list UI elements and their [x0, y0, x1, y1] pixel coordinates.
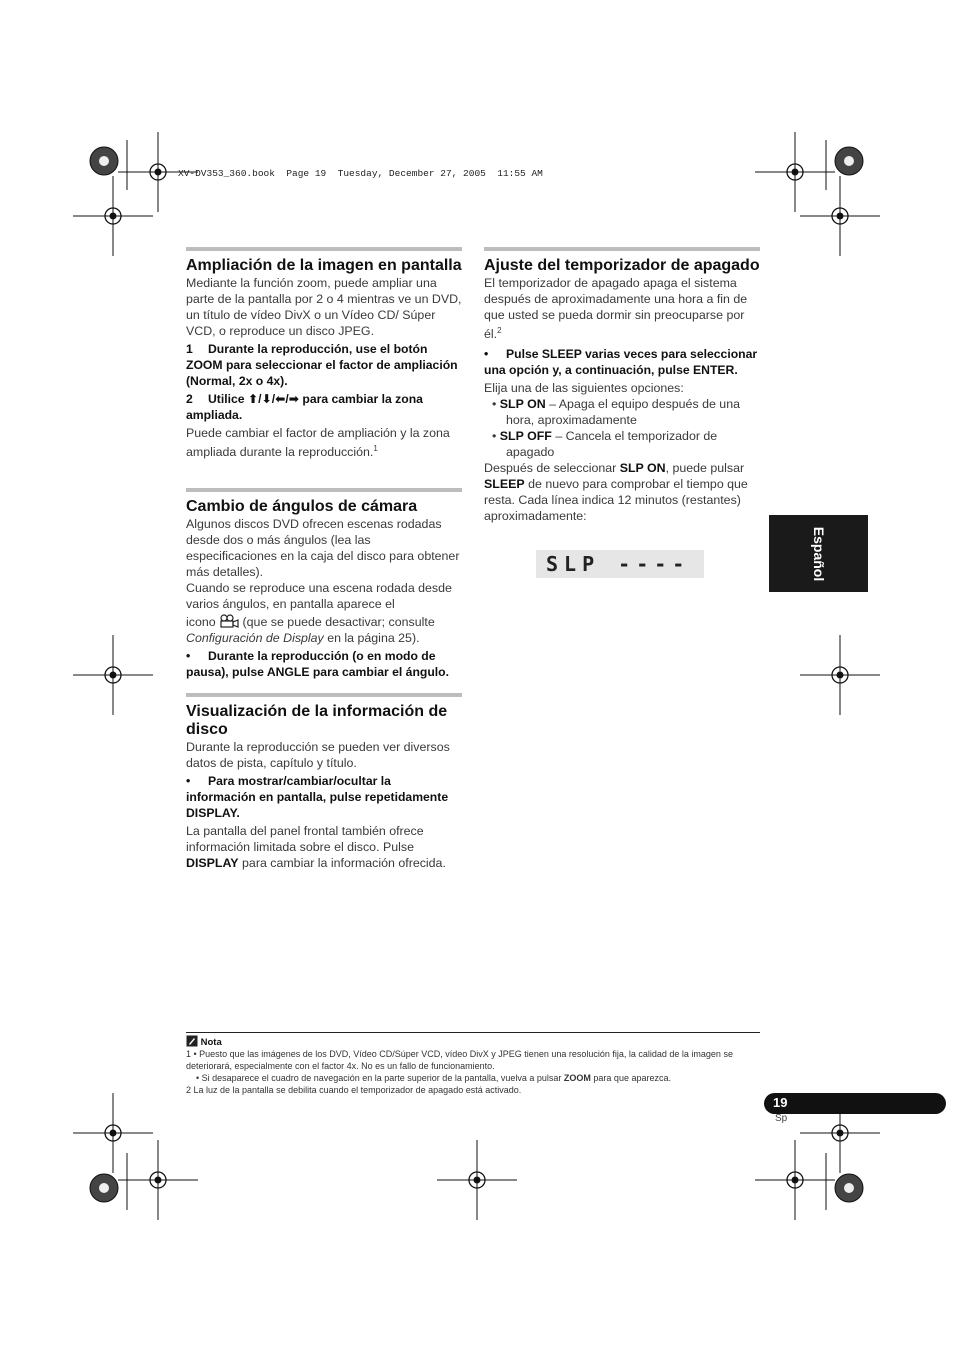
- sleep-p3: Después de seleccionar SLP ON, puede pulsar SLEEP de nuevo para comprobar el tiempo que resta. Cada línea indica 12 minutos (restantes) aproximadamente:: [484, 461, 748, 524]
- step-1: 1 Durante la reproducción, use el botón ZOOM para seleccionar el factor de ampliación (Normal, 2x o 4x).: [186, 342, 458, 388]
- info-bullet: • Para mostrar/cambiar/ocultar la información en pantalla, pulse repetidamente DISPLAY.: [186, 774, 449, 820]
- angle-p2: Cuando se reproduce una escena rodada desde varios ángulos, en pantalla aparece el: [186, 581, 452, 611]
- angle-p3: icono (que se puede desactivar; consulte Configuración de Display en la página 25).: [186, 615, 435, 645]
- note-1: 1 • Puesto que las imágenes de los DVD, Vídeo CD/Súper VCD, vídeo DivX y JPEG tienen una resolución fija, la calidad de la imagen se deteriorará, especialmente con el factor 4x. No es un fallo de funcionamiento.: [186, 1049, 733, 1071]
- section-title: Ajuste del temporizador de apagado: [484, 257, 760, 274]
- print-header: XV-DV353_360.book Page 19 Tuesday, December 27, 2005 11:55 AM: [178, 168, 543, 179]
- sleep-display: SLP ----: [536, 550, 704, 578]
- section-intro: Mediante la función zoom, puede ampliar una parte de la pantalla por 2 o 4 mientras ve un DVD, un título de vídeo DivX o un Vídeo CD/ Súper VCD, o reproduce un disco JPEG.: [186, 276, 462, 338]
- page-lang-code: Sp: [775, 1113, 788, 1124]
- section-info: [186, 693, 462, 871]
- option-slp-on: • SLP ON – Apaga el equipo después de una hora, aproximadamente: [492, 397, 740, 428]
- section-title: Ampliación de la imagen en pantalla: [186, 257, 462, 274]
- section-sleep: [484, 247, 760, 524]
- sleep-p2: Elija una de las siguientes opciones:: [484, 381, 684, 396]
- step-2: 2 Utilice ⬆/⬇/⬅/➡ para cambiar la zona ampliada.: [186, 392, 423, 422]
- footnotes: [186, 1032, 760, 1096]
- section-rule: [186, 247, 462, 251]
- note-2: 2 La luz de la pantalla se debilita cuando el temporizador de apagado está activado.: [186, 1085, 522, 1095]
- arrow-keys-icon: ⬆/⬇/⬅/➡: [247, 392, 299, 406]
- sleep-p1: El temporizador de apagado apaga el sistema después de aproximadamente una hora a fin de que usted se pueda dormir sin preocuparse por él.$^2$: [484, 276, 748, 342]
- info-p1: Durante la reproducción se pueden ver diversos datos de pista, capítulo y título.: [186, 740, 450, 770]
- page-number-badge: 19: [764, 1093, 946, 1114]
- zoom-note: Puede cambiar el factor de ampliación y la zona ampliada durante la reproducción.$^1$: [186, 426, 450, 460]
- note-icon: [186, 1035, 198, 1047]
- option-slp-off: • SLP OFF – Cancela el temporizador de apagado: [492, 429, 718, 460]
- note-title: Nota: [186, 1035, 760, 1048]
- section-rule: [186, 693, 462, 697]
- note-1b: • Si desaparece el cuadro de navegación en la parte superior de la pantalla, vuelva a pulsar ZOOM para que aparezca.: [196, 1073, 671, 1083]
- sleep-bullet: • Pulse SLEEP varias veces para seleccionar una opción y, a continuación, pulse ENTER.: [484, 347, 758, 378]
- info-p2: La pantalla del panel frontal también ofrece información limitada sobre el disco. Pulse DISPLAY para cambiar la información ofrecida.: [186, 824, 446, 870]
- section-zoom: [186, 247, 462, 460]
- angle-bullet: • Durante la reproducción (o en modo de pausa), pulse ANGLE para cambiar el ángulo.: [186, 649, 450, 679]
- section-title: Visualización de la información de disco: [186, 703, 448, 738]
- section-rule: [484, 247, 760, 251]
- camera-angle-icon: [219, 614, 239, 628]
- angle-p1: Algunos discos DVD ofrecen escenas rodadas desde dos o más ángulos (lea las especificaciones en la caja del disco para obtener más detalles).: [186, 517, 460, 579]
- section-title: Cambio de ángulos de cámara: [186, 498, 418, 515]
- language-tab: Español: [769, 515, 868, 592]
- section-rule: [186, 488, 462, 492]
- section-angle: [186, 488, 462, 682]
